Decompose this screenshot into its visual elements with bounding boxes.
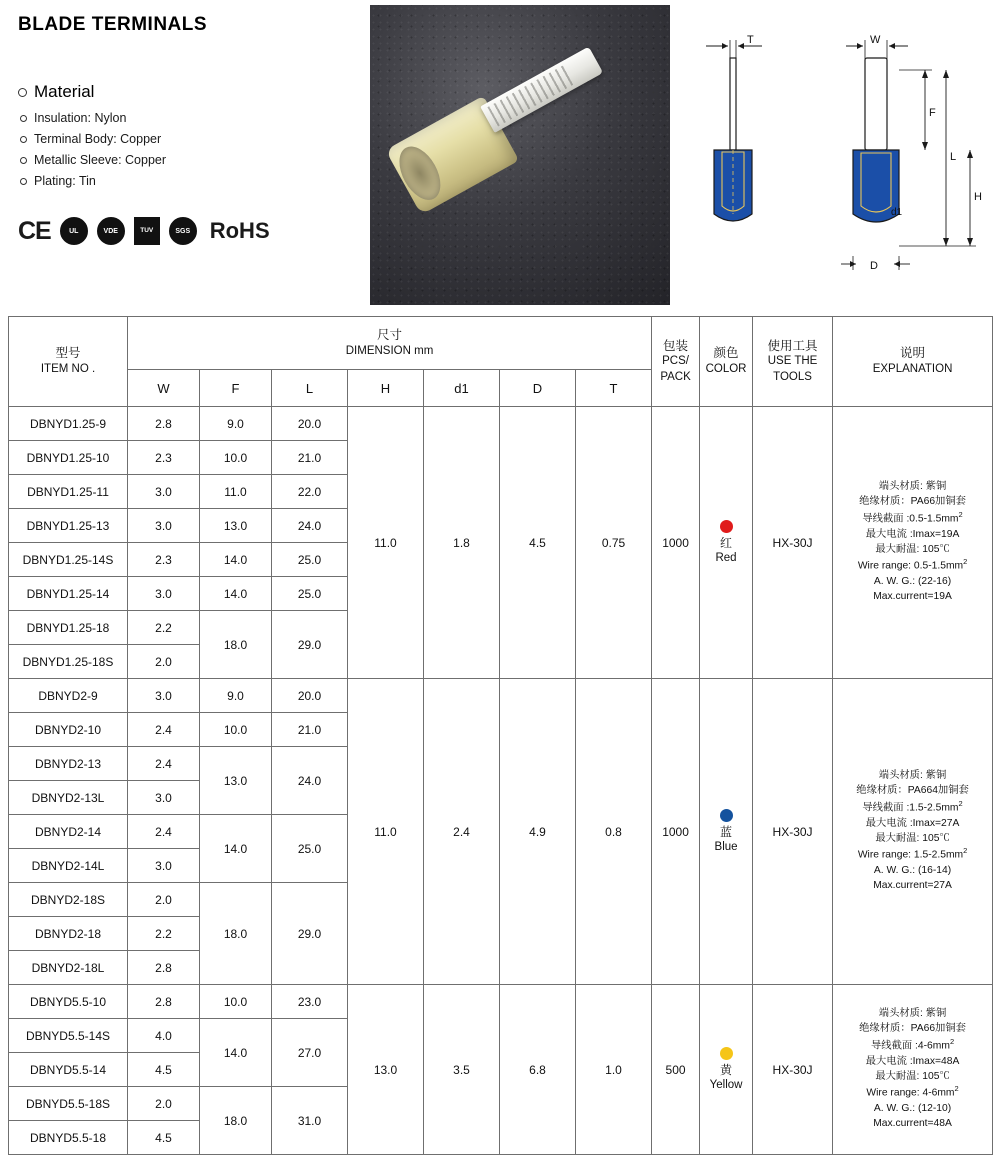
cell-item-no: DBNYD5.5-18S <box>9 1087 128 1121</box>
table-body <box>9 407 993 1155</box>
cell-l: 29.0 <box>272 883 348 985</box>
cell-w: 2.4 <box>128 747 200 781</box>
cell-explanation <box>833 679 993 985</box>
header-color-en: COLOR <box>705 363 747 376</box>
small-circle-bullet-icon <box>20 157 27 164</box>
material-item-label: Plating: Tin <box>34 174 96 188</box>
cell-l: 31.0 <box>272 1087 348 1155</box>
cell-item-no: DBNYD5.5-18 <box>9 1121 128 1155</box>
svg-text:L: L <box>950 151 957 163</box>
header-dim-t: T <box>576 370 652 407</box>
header-pcs-en2: PACK <box>660 370 691 383</box>
explanation-line: 端头材质: 紫铜 <box>878 481 947 493</box>
cell-item-no: DBNYD1.25-14S <box>9 543 128 577</box>
cell-w: 2.8 <box>128 407 200 441</box>
header-info <box>0 0 370 308</box>
material-item-label: Metallic Sleeve: Copper <box>34 153 167 167</box>
explanation-line: 绝缘材质：PA66加铜套 <box>859 496 966 508</box>
cell-l: 25.0 <box>272 815 348 883</box>
cell-item-no: DBNYD1.25-13 <box>9 509 128 543</box>
cell-pcs-pack: 1000 <box>652 679 700 985</box>
cell-f: 18.0 <box>200 1087 272 1155</box>
svg-text:H: H <box>974 191 982 203</box>
cell-f: 13.0 <box>200 747 272 815</box>
cell-f: 14.0 <box>200 577 272 611</box>
explanation-line: 最大电流 :Imax=19A <box>865 528 960 540</box>
table-row <box>9 985 993 1019</box>
svg-text:D: D <box>870 260 878 272</box>
cell-f: 18.0 <box>200 883 272 985</box>
cell-f: 13.0 <box>200 509 272 543</box>
cell-item-no: DBNYD2-18S <box>9 883 128 917</box>
cell-item-no: DBNYD2-10 <box>9 713 128 747</box>
cell-h: 13.0 <box>348 985 424 1155</box>
cell-tool: HX-30J <box>753 407 833 679</box>
material-item <box>18 174 370 188</box>
rohs-mark-label: RoHS <box>209 218 270 243</box>
header-dimension <box>128 317 652 370</box>
cell-f: 9.0 <box>200 679 272 713</box>
cell-f: 10.0 <box>200 985 272 1019</box>
cell-pcs-pack: 500 <box>652 985 700 1155</box>
cell-f: 14.0 <box>200 1019 272 1087</box>
explanation-line: 导线截面 $:1.5-2.5mm^2$ <box>862 799 963 814</box>
cell-d: 6.8 <box>500 985 576 1155</box>
explanation-line: 导线截面 $:0.5-1.5mm^2$ <box>862 510 963 525</box>
cell-l: 22.0 <box>272 475 348 509</box>
cell-f: 9.0 <box>200 407 272 441</box>
cell-item-no: DBNYD2-14 <box>9 815 128 849</box>
explanation-line: 导线截面 $:4-6mm^2$ <box>870 1037 955 1052</box>
header-tools-cn: 使用工具 <box>767 338 818 353</box>
explanation-line: 最大耐温: 105℃ <box>875 543 950 555</box>
cell-w: 3.0 <box>128 475 200 509</box>
header-section <box>0 0 1000 308</box>
vde-mark-icon: VDE <box>97 217 125 245</box>
cell-item-no: DBNYD1.25-18S <box>9 645 128 679</box>
blade-terminal-image <box>370 5 630 229</box>
cell-pcs-pack: 1000 <box>652 407 700 679</box>
header-dim-w: W <box>128 370 200 407</box>
header-item-no <box>9 317 128 407</box>
table-row <box>9 407 993 441</box>
color-label-cn: 蓝 <box>720 824 733 839</box>
specification-table <box>8 316 993 1155</box>
svg-text:T: T <box>747 34 754 46</box>
explanation-line: 最大电流 :Imax=27A <box>865 817 960 829</box>
cell-w: 3.0 <box>128 849 200 883</box>
explanation-line: Max.current=27A <box>873 879 952 891</box>
cell-w: 2.3 <box>128 441 200 475</box>
explanation-line: Wire range: $1.5-2.5mm^2$ <box>857 846 968 861</box>
cell-w: 3.0 <box>128 781 200 815</box>
cell-explanation <box>833 407 993 679</box>
explanation-line: Wire range: $0.5-1.5mm^2$ <box>857 557 968 572</box>
cell-item-no: DBNYD1.25-14 <box>9 577 128 611</box>
cell-f: 14.0 <box>200 543 272 577</box>
small-circle-bullet-icon <box>20 178 27 185</box>
material-item <box>18 153 370 167</box>
header-pcs-en1: PCS/ <box>662 355 689 368</box>
cell-f: 14.0 <box>200 815 272 883</box>
small-circle-bullet-icon <box>20 136 27 143</box>
cell-color <box>700 985 753 1155</box>
cell-w: 2.0 <box>128 645 200 679</box>
cell-item-no: DBNYD2-13L <box>9 781 128 815</box>
color-swatch-icon <box>720 520 733 533</box>
cell-l: 21.0 <box>272 441 348 475</box>
cell-w: 3.0 <box>128 577 200 611</box>
cell-item-no: DBNYD2-18L <box>9 951 128 985</box>
cell-tool: HX-30J <box>753 985 833 1155</box>
header-dim-l: L <box>272 370 348 407</box>
svg-text:F: F <box>929 107 936 119</box>
explanation-line: 最大电流 :Imax=48A <box>865 1055 960 1067</box>
cell-item-no: DBNYD5.5-14S <box>9 1019 128 1053</box>
cell-l: 24.0 <box>272 509 348 543</box>
cell-w: 4.0 <box>128 1019 200 1053</box>
header-explanation-cn: 说明 <box>900 346 926 361</box>
cell-l: 24.0 <box>272 747 348 815</box>
technical-drawing <box>670 0 1000 308</box>
tuv-mark-icon: TUV <box>134 217 160 245</box>
ce-mark-icon: CE <box>18 216 51 245</box>
cell-w: 2.0 <box>128 883 200 917</box>
cell-d: 4.5 <box>500 407 576 679</box>
cell-l: 20.0 <box>272 407 348 441</box>
color-label-cn: 红 <box>720 535 733 550</box>
cell-item-no: DBNYD2-9 <box>9 679 128 713</box>
cell-item-no: DBNYD1.25-10 <box>9 441 128 475</box>
header-tools-en2: TOOLS <box>773 370 812 383</box>
explanation-line: Max.current=48A <box>873 1117 952 1129</box>
material-heading-label: Material <box>34 82 95 101</box>
explanation-line: Wire range: $4-6mm^2$ <box>866 1084 959 1099</box>
header-item-no-en: ITEM NO . <box>40 363 96 376</box>
color-label-en: Red <box>715 551 737 564</box>
cell-tool: HX-30J <box>753 679 833 985</box>
cell-w: 4.5 <box>128 1121 200 1155</box>
explanation-line: A. W. G.: (12-10) <box>873 1102 952 1114</box>
product-photo <box>370 5 670 305</box>
ul-mark-icon: UL <box>60 217 88 245</box>
sgs-mark-icon: SGS <box>169 217 197 245</box>
color-label-cn: 黄 <box>720 1062 733 1077</box>
material-item-label: Terminal Body: Copper <box>34 132 162 146</box>
cell-f: 10.0 <box>200 713 272 747</box>
cell-w: 2.4 <box>128 713 200 747</box>
material-item-label: Insulation: Nylon <box>34 111 127 125</box>
header-dim-h: H <box>348 370 424 407</box>
explanation-line: 绝缘材质：PA664加铜套 <box>856 785 969 797</box>
cell-l: 29.0 <box>272 611 348 679</box>
cell-l: 25.0 <box>272 543 348 577</box>
cell-item-no: DBNYD5.5-14 <box>9 1053 128 1087</box>
header-pcs-cn: 包装 <box>663 338 689 353</box>
cell-d1: 2.4 <box>424 679 500 985</box>
cell-l: 27.0 <box>272 1019 348 1087</box>
spec-table-container <box>0 308 1000 1155</box>
cell-w: 2.8 <box>128 951 200 985</box>
terminal-blade <box>480 47 603 133</box>
explanation-line: A. W. G.: (22-16) <box>873 575 952 587</box>
header-pcs-pack <box>652 317 700 407</box>
explanation-line: Max.current=19A <box>873 590 952 602</box>
cell-w: 3.0 <box>128 679 200 713</box>
page-title: BLADE TERMINALS <box>18 14 208 35</box>
header-color <box>700 317 753 407</box>
cell-w: 2.2 <box>128 917 200 951</box>
header-dimension-cn: 尺寸 <box>377 327 403 342</box>
cell-item-no: DBNYD1.25-9 <box>9 407 128 441</box>
explanation-line: A. W. G.: (16-14) <box>873 864 952 876</box>
svg-text:W: W <box>870 34 881 46</box>
explanation-line: 最大耐温: 105℃ <box>875 1070 950 1082</box>
table-header <box>9 317 993 407</box>
cell-l: 23.0 <box>272 985 348 1019</box>
color-swatch-icon <box>720 809 733 822</box>
dimension-diagram-svg <box>670 0 1000 308</box>
cell-h: 11.0 <box>348 679 424 985</box>
cell-w: 2.0 <box>128 1087 200 1121</box>
color-label-en: Blue <box>714 840 738 853</box>
cell-w: 2.8 <box>128 985 200 1019</box>
cell-t: 1.0 <box>576 985 652 1155</box>
cell-explanation <box>833 985 993 1155</box>
cell-t: 0.8 <box>576 679 652 985</box>
material-item <box>18 111 370 125</box>
header-dim-f: F <box>200 370 272 407</box>
cell-item-no: DBNYD2-13 <box>9 747 128 781</box>
header-explanation <box>833 317 993 407</box>
cell-item-no: DBNYD2-18 <box>9 917 128 951</box>
material-heading <box>18 82 370 102</box>
cell-l: 20.0 <box>272 679 348 713</box>
color-label-en: Yellow <box>709 1078 743 1091</box>
table-row <box>9 679 993 713</box>
cell-item-no: DBNYD5.5-10 <box>9 985 128 1019</box>
header-dim-d1: d1 <box>424 370 500 407</box>
material-item <box>18 132 370 146</box>
cell-f: 18.0 <box>200 611 272 679</box>
explanation-line: 绝缘材质：PA66加铜套 <box>859 1023 966 1035</box>
svg-text:d1: d1 <box>891 207 903 218</box>
cell-w: 4.5 <box>128 1053 200 1087</box>
header-dim-d: D <box>500 370 576 407</box>
cell-d1: 1.8 <box>424 407 500 679</box>
header-dimension-en: DIMENSION mm <box>345 344 434 357</box>
header-color-cn: 颜色 <box>713 346 739 361</box>
header-tools-en1: USE THE <box>767 355 818 368</box>
header-explanation-en: EXPLANATION <box>872 363 953 376</box>
cell-w: 2.2 <box>128 611 200 645</box>
small-circle-bullet-icon <box>20 115 27 122</box>
cell-w: 2.4 <box>128 815 200 849</box>
cell-d: 4.9 <box>500 679 576 985</box>
cell-l: 25.0 <box>272 577 348 611</box>
explanation-line: 端头材质: 紫铜 <box>878 1008 947 1020</box>
cell-color <box>700 407 753 679</box>
cell-w: 3.0 <box>128 509 200 543</box>
cell-color <box>700 679 753 985</box>
cell-d1: 3.5 <box>424 985 500 1155</box>
cell-l: 21.0 <box>272 713 348 747</box>
certification-marks <box>18 214 370 248</box>
header-item-no-cn: 型号 <box>55 346 81 361</box>
cell-item-no: DBNYD1.25-18 <box>9 611 128 645</box>
explanation-line: 最大耐温: 105℃ <box>875 832 950 844</box>
cell-h: 11.0 <box>348 407 424 679</box>
cell-item-no: DBNYD1.25-11 <box>9 475 128 509</box>
header-tools <box>753 317 833 407</box>
explanation-line: 端头材质: 紫铜 <box>878 770 947 782</box>
material-block <box>18 82 370 188</box>
cell-f: 10.0 <box>200 441 272 475</box>
cell-t: 0.75 <box>576 407 652 679</box>
cell-w: 2.3 <box>128 543 200 577</box>
cell-f: 11.0 <box>200 475 272 509</box>
color-swatch-icon <box>720 1047 733 1060</box>
cell-item-no: DBNYD2-14L <box>9 849 128 883</box>
circle-bullet-icon <box>18 88 27 97</box>
